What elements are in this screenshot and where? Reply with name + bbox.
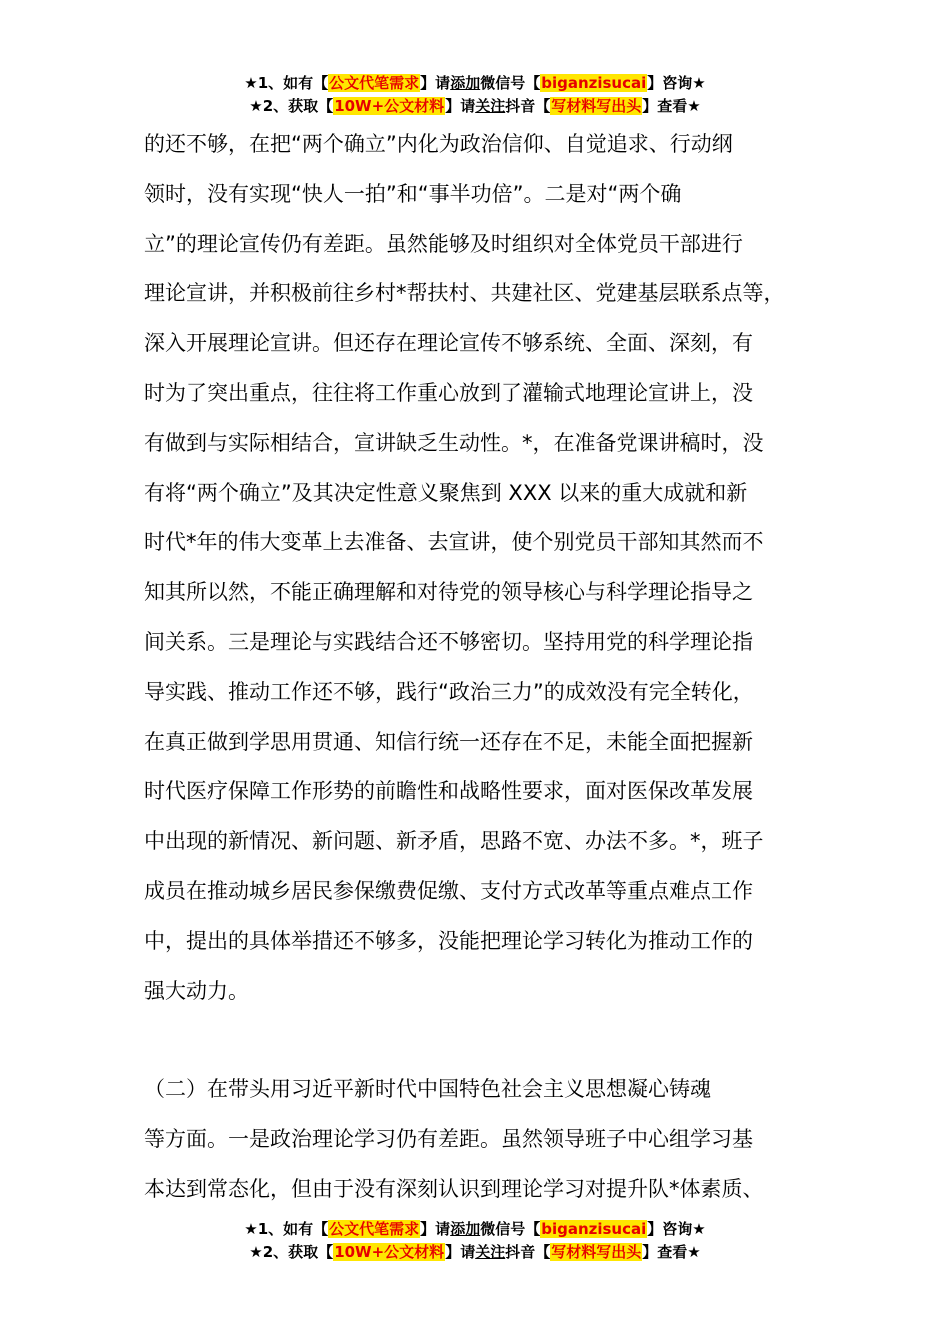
banner-text: 抖音【 — [505, 97, 551, 115]
banner-highlight: biganzisucai — [541, 74, 647, 92]
text-line: 时代医疗保障工作形势的前瞻性和战略性要求，面对医保改革发展 — [144, 779, 753, 804]
text-line: 中出现的新情况、新问题、新矛盾，思路不宽、办法不多。*，班子 — [144, 829, 764, 854]
text-line: 立”的理论宣传仍有差距。虽然能够及时组织对全体党员干部进行 — [144, 231, 743, 256]
text-line: 领时，没有实现“快人一拍”和“事半功倍”。二是对“两个确 — [144, 181, 682, 206]
banner-text: 】咨询★ — [647, 1220, 706, 1238]
banner-highlight: 公文代笔需求 — [329, 1220, 420, 1238]
paragraph-1 — [144, 120, 834, 1016]
banner-underline: 添加 — [450, 74, 481, 92]
banner-highlight: 公文代笔需求 — [329, 74, 420, 92]
banner-underline: 关注 — [475, 97, 506, 115]
banner-highlight: 10W+公文材料 — [334, 1243, 445, 1261]
banner-text: 】请 — [420, 74, 451, 92]
banner-text: 】查看★ — [642, 1243, 701, 1261]
footer-banner — [0, 1218, 950, 1264]
text-line: 知其所以然，不能正确理解和对待党的领导核心与科学理论指导之 — [144, 580, 753, 605]
banner-text: 】请 — [420, 1220, 451, 1238]
banner-text: 抖音【 — [505, 1243, 551, 1261]
header-banner — [0, 72, 950, 118]
banner-text: ★1、如有【 — [244, 1220, 329, 1238]
banner-highlight: 10W+公文材料 — [334, 97, 445, 115]
text-line: 成员在推动城乡居民参保缴费促缴、支付方式改革等重点难点工作 — [144, 878, 753, 903]
banner-text: ★2、获取【 — [249, 1243, 334, 1261]
banner-text: 】请 — [445, 97, 476, 115]
banner-text: 】查看★ — [642, 97, 701, 115]
banner-text: 微信号【 — [480, 74, 541, 92]
text-line: 间关系。三是理论与实践结合还不够密切。坚持用党的科学理论指 — [144, 629, 753, 654]
text-line: 理论宣讲，并积极前往乡村*帮扶村、共建社区、党建基层联系点等， — [144, 281, 785, 306]
banner-text: 】咨询★ — [647, 74, 706, 92]
text-line: 的还不够，在把“两个确立”内化为政治信仰、自觉追求、行动纲 — [144, 132, 733, 156]
paragraph-2 — [144, 1065, 834, 1214]
text-line: （二）在带头用习近平新时代中国特色社会主义思想凝心铸魂 — [144, 1077, 711, 1101]
text-line: 本达到常态化，但由于没有深刻认识到理论学习对提升队*体素质、 — [144, 1176, 764, 1201]
text-line: 强大动力。 — [144, 978, 249, 1003]
banner-highlight: 写材料写出头 — [551, 97, 642, 115]
text-line: 导实践、推动工作还不够，践行“政治三力”的成效没有完全转化， — [144, 679, 754, 704]
text-line: 在真正做到学思用贯通、知信行统一还存在不足，未能全面把握新 — [144, 729, 753, 754]
banner-text: 】请 — [445, 1243, 476, 1261]
banner-line-1 — [0, 72, 950, 95]
banner-underline: 关注 — [475, 1243, 506, 1261]
banner-text: ★2、获取【 — [249, 97, 334, 115]
text-line: 深入开展理论宣讲。但还存在理论宣传不够系统、全面、深刻，有 — [144, 331, 753, 356]
text-line: 时代*年的伟大变革上去准备、去宣讲，使个别党员干部知其然而不 — [144, 530, 764, 555]
banner-underline: 添加 — [450, 1220, 481, 1238]
banner-line-2 — [0, 1241, 950, 1264]
banner-line-2 — [0, 95, 950, 118]
text-line: 有将“两个确立”及其决定性意义聚焦到 XXX 以来的重大成就和新 — [144, 480, 748, 505]
banner-text: ★1、如有【 — [244, 74, 329, 92]
text-line: 中，提出的具体举措还不够多，没能把理论学习转化为推动工作的 — [144, 928, 753, 953]
text-line: 等方面。一是政治理论学习仍有差距。虽然领导班子中心组学习基 — [144, 1126, 753, 1151]
banner-line-1 — [0, 1218, 950, 1241]
text-line: 有做到与实际相结合，宣讲缺乏生动性。*，在准备党课讲稿时，没 — [144, 430, 764, 455]
banner-text: 微信号【 — [480, 1220, 541, 1238]
text-line: 时为了突出重点，往往将工作重心放到了灌输式地理论宣讲上，没 — [144, 380, 753, 405]
banner-highlight: 写材料写出头 — [551, 1243, 642, 1261]
banner-highlight: biganzisucai — [541, 1220, 647, 1238]
